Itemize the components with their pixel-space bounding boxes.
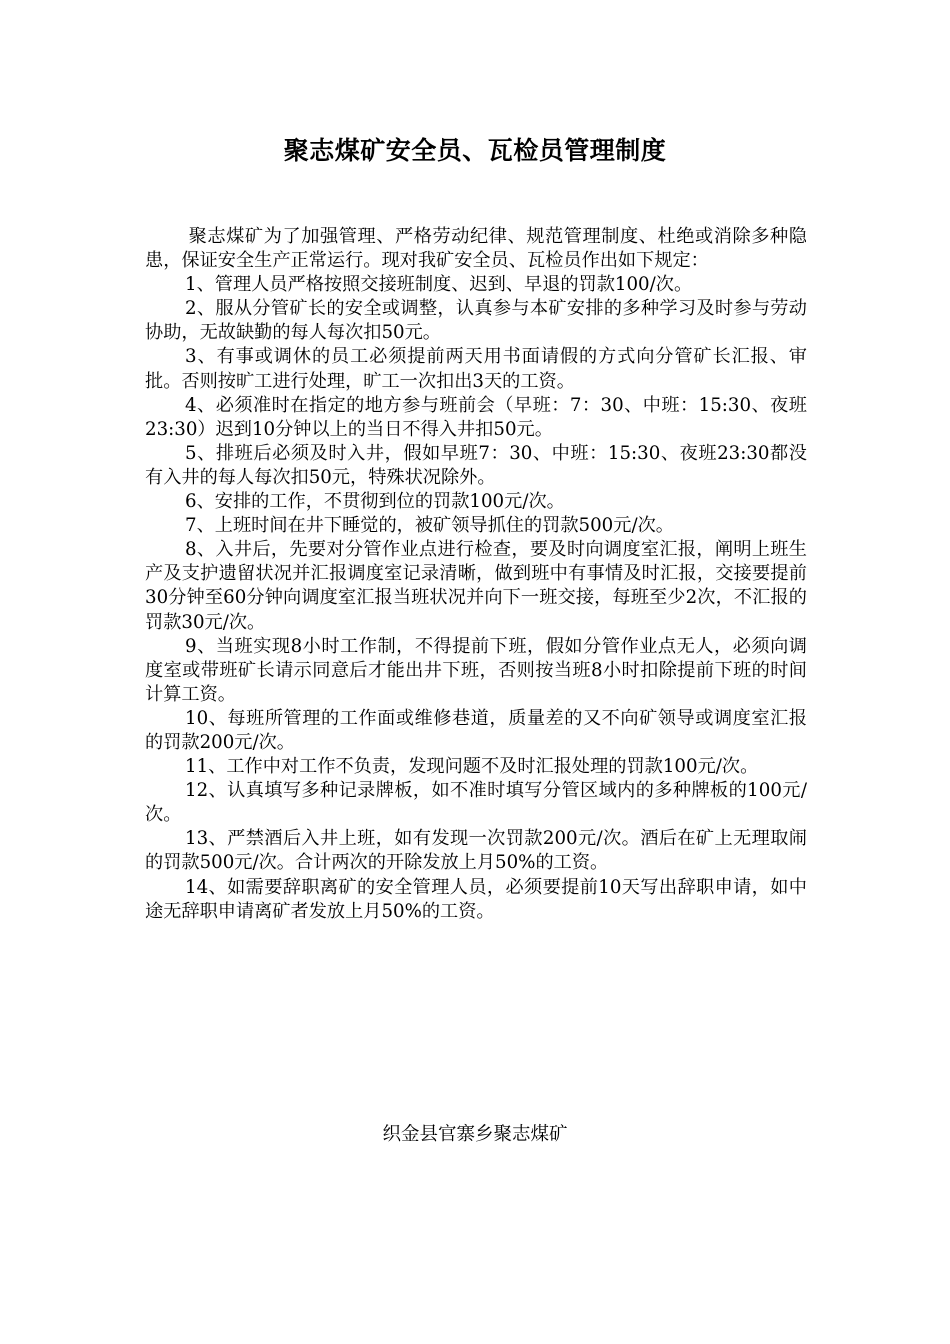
rule-4: 4、必须准时在指定的地方参与班前会（早班：7：30、中班：15:30、夜班23:30）迟到10分钟以上的当日不得入井扣50元。 [145, 394, 807, 440]
rule-5: 5、排班后必须及时入井，假如早班7：30、中班：15:30、夜班23:30都没有入井的每人每次扣50元，特殊状况除外。 [145, 442, 807, 488]
rule-1: 1、管理人员严格按照交接班制度、迟到、早退的罚款100/次。 [185, 274, 693, 296]
rule-10: 10、每班所管理的工作面或维修巷道，质量差的又不向矿领导或调度室汇报的罚款200元/次。 [145, 707, 807, 753]
document-title: 聚志煤矿安全员、瓦检员管理制度 [283, 136, 667, 165]
rule-11: 11、工作中对工作不负责，发现问题不及时汇报处理的罚款100元/次。 [185, 756, 759, 778]
rule-2: 2、服从分管矿长的安全或调整，认真参与本矿安排的多种学习及时参与劳动协助，无故缺勤的每人每次扣50元。 [145, 298, 807, 344]
rule-7: 7、上班时间在井下睡觉的，被矿领导抓住的罚款500元/次。 [185, 515, 674, 537]
rule-14: 14、如需要辞职离矿的安全管理人员，必须要提前10天写出辞职申请，如中途无辞职申请离矿者发放上月50%的工资。 [145, 876, 807, 922]
intro-paragraph: 聚志煤矿为了加强管理、严格劳动纪律、规范管理制度、杜绝或消除多种隐患，保证安全生产正常运行。现对我矿安全员、瓦检员作出如下规定： [145, 226, 807, 272]
rule-3: 3、有事或调休的员工必须提前两天用书面请假的方式向分管矿长汇报、审批。否则按旷工进行处理，旷工一次扣出3天的工资。 [145, 346, 807, 392]
rule-12: 12、认真填写多种记录牌板，如不准时填写分管区域内的多种牌板的100元/次。 [145, 780, 807, 826]
signature-organization: 织金县官寨乡聚志煤矿 [382, 1124, 568, 1145]
document-body [145, 225, 807, 924]
rule-6: 6、安排的工作，不贯彻到位的罚款100元/次。 [185, 491, 565, 513]
rule-13: 13、严禁酒后入井上班，如有发现一次罚款200元/次。酒后在矿上无理取闹的罚款500元/次。合计两次的开除发放上月50%的工资。 [145, 828, 807, 874]
rule-9: 9、当班实现8小时工作制，不得提前下班，假如分管作业点无人，必须向调度室或带班矿长请示同意后才能出井下班，否则按当班8小时扣除提前下班的时间计算工资。 [145, 635, 807, 705]
rule-8: 8、入井后，先要对分管作业点进行检查，要及时向调度室汇报，阐明上班生产及支护遗留状况并汇报调度室记录清晰，做到班中有事情及时汇报，交接要提前30分钟至60分钟向调度室汇报当班状况并向下一班交接，每班至少2次，不汇报的罚款30元/次。 [145, 539, 807, 633]
